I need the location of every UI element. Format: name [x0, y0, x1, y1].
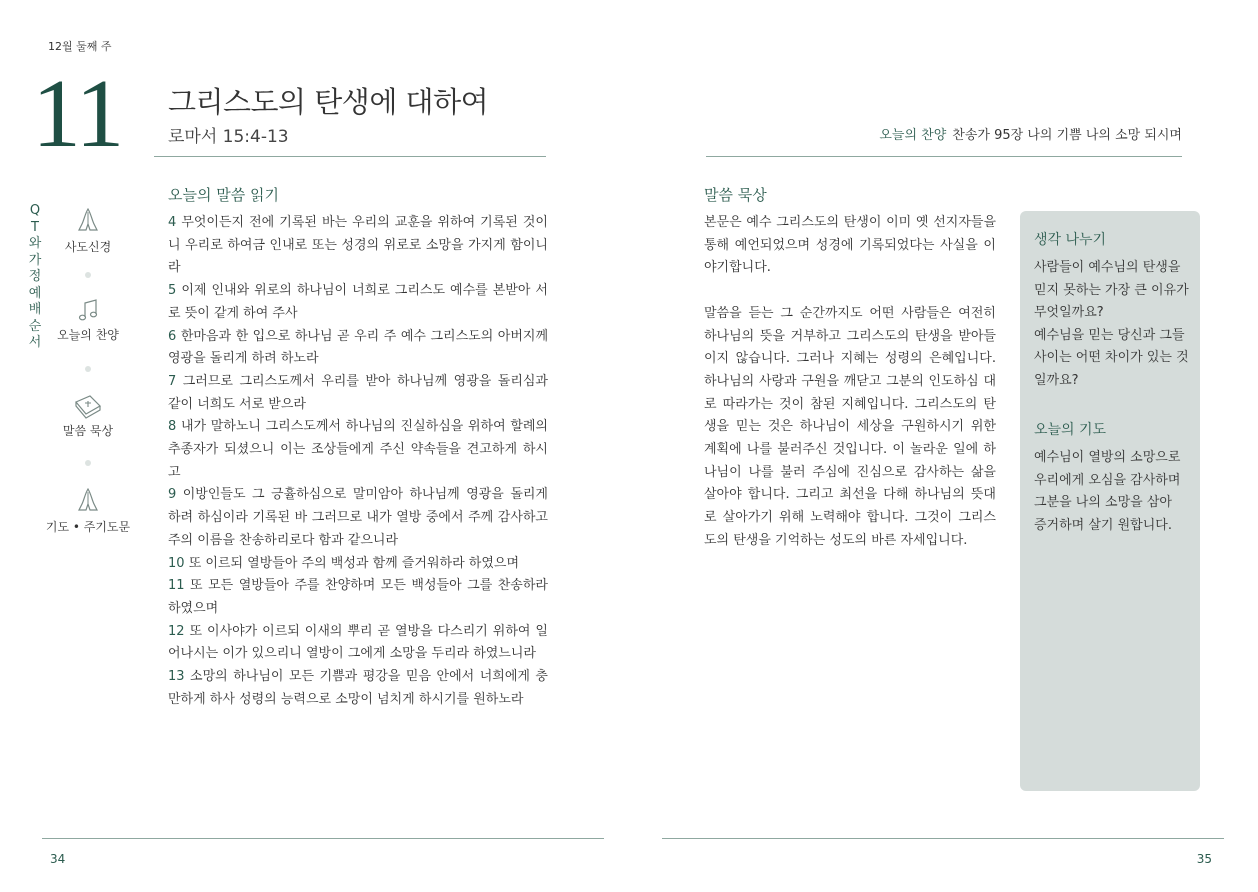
- sidebar-item-label: 오늘의 찬양: [57, 328, 119, 342]
- verse-text: 한마음과 한 입으로 하나님 곧 우리 주 예수 그리스도의 아버지께 영광을 돌리게 하려 하노라: [168, 328, 548, 367]
- praying-hands-icon: [73, 486, 103, 516]
- sidebar-item-apostles-creed: [33, 206, 143, 255]
- prayer-heading: 오늘의 기도: [1034, 422, 1107, 438]
- scripture-reading: [168, 212, 548, 711]
- sidebar-item-todays-hymn: [33, 298, 143, 343]
- meditation-text: [704, 212, 996, 575]
- sidebar-item-label: 사도신경: [64, 240, 112, 254]
- footer-divider-left: [42, 838, 604, 839]
- verse-text: 이제 인내와 위로의 하나님이 너희로 그리스도 예수를 본받아 서로 뜻이 같게 하여 주사: [168, 283, 548, 321]
- verse-number: 8: [168, 419, 177, 435]
- verse: [168, 371, 548, 416]
- verse: [168, 416, 548, 484]
- prayer-text: [1034, 447, 1190, 537]
- verse-number: 7: [168, 373, 177, 389]
- verse-text: 소망의 하나님이 모든 기쁨과 평강을 믿음 안에서 너희에게 충만하게 하사 성령의 능력으로 소망이 넘치게 하시기를 원하노라: [168, 669, 548, 707]
- sidebar-item-prayer: [33, 486, 143, 535]
- sidebar-item-meditation: [33, 392, 143, 439]
- sidebar-dot: [85, 460, 91, 466]
- prayer-line: 우리에게 오심을 감사하며: [1034, 472, 1181, 488]
- sidebar-dot: [85, 366, 91, 372]
- share-line: 사이는 어떤 차이가 있는 것: [1034, 350, 1189, 365]
- week-label: 12월 둘째 주: [48, 40, 112, 53]
- share-line: 일까요?: [1034, 372, 1079, 388]
- page-number-right: 35: [1196, 852, 1212, 866]
- verse: [168, 666, 548, 711]
- verse-text: 이방인들도 그 긍휼하심으로 말미암아 하나님께 영광을 돌리게 하려 하심이라 기록된 바 그러므로 내가 열방 중에서 주께 감사하고 주의 이름을 찬송하리로다 함과 같으니라: [168, 487, 548, 548]
- verse: [168, 212, 548, 280]
- share-line: 무엇일까요?: [1034, 305, 1104, 320]
- share-heading: 생각 나누기: [1034, 232, 1107, 248]
- sidebar-item-label: 말씀 묵상: [62, 424, 114, 438]
- bible-icon: [72, 392, 104, 420]
- reading-heading: 오늘의 말씀 읽기: [168, 186, 279, 204]
- verse-text: 또 이사야가 이르되 이새의 뿌리 곧 열방을 다스리기 위하여 일어나시는 이가 있으리니 열방이 그에게 소망을 두리라 하였느니라: [168, 623, 548, 662]
- title-divider: [154, 156, 546, 157]
- verse: [168, 621, 548, 666]
- sidebar-item-label: 기도 • 주기도문: [45, 520, 131, 534]
- scripture-reference: 로마서 15:4-13: [168, 127, 289, 147]
- verse-number: 10: [168, 555, 185, 571]
- verse-number: 11: [168, 578, 185, 594]
- page-number-left: 34: [50, 852, 66, 866]
- prayer-line: 예수님이 열방의 소망으로: [1034, 450, 1181, 465]
- verse-text: 그러므로 그리스도께서 우리를 받아 하나님께 영광을 돌리심과 같이 너희도 서로 받으라: [168, 373, 548, 412]
- meditation-heading: 말씀 묵상: [704, 186, 767, 204]
- meditation-paragraph: 말씀을 듣는 그 순간까지도 어떤 사람들은 여전히 하나님의 뜻을 거부하고 그리스도의 탄생을 받아들이지 않습니다. 그러나 지혜는 성령의 은혜입니다. 하나님의 사랑과 구원을 깨닫고 그분의 인도하심 대로 따라가는 것이 참된 지혜입니다. 그리스도의 탄생을 믿는 것은 하나님이 세상을 구원하시기 위한 계획에 나를 불러주신 것입니다. 이 놀라운 일에 하나님이 나를 불러 주심에 진심으로 감사하는 삶을 살아야 합니다. 그리고 최선을 다해 하나님의 뜻대로 살아가기 위해 노력해야 합니다. 그것이 그리스도의 탄생을 기억하는 성도의 바른 자세입니다.: [704, 305, 996, 548]
- sidebar-vertical-label: QT와 가정예배 순서: [28, 203, 42, 350]
- hymn-text: 찬송가 95장 나의 기쁨 나의 소망 되시며: [952, 128, 1182, 143]
- hymn-label: 오늘의 찬양: [879, 128, 947, 143]
- verse-number: 6: [168, 328, 177, 344]
- page-title: 그리스도의 탄생에 대하여: [168, 85, 489, 119]
- prayer-line: 그분을 나의 소망을 삼아: [1034, 495, 1172, 510]
- verse-text: 또 이르되 열방들아 주의 백성과 함께 즐거워하라 하였으며: [188, 555, 520, 571]
- verse: [168, 484, 548, 552]
- right-header-divider: [706, 156, 1182, 157]
- verse-number: 5: [168, 283, 177, 299]
- share-questions: [1034, 257, 1190, 392]
- verse-number: 13: [168, 669, 185, 685]
- sidebar-dot: [85, 272, 91, 278]
- verse-text: 또 모든 열방들아 주를 찬양하며 모든 백성들아 그를 찬송하라 하였으며: [168, 578, 548, 616]
- verse-number: 12: [168, 623, 185, 639]
- verse: [168, 326, 548, 371]
- verse: [168, 553, 548, 576]
- praying-hands-icon: [73, 206, 103, 236]
- verse: [168, 575, 548, 620]
- share-line: 믿지 못하는 가장 큰 이유가: [1034, 282, 1189, 298]
- music-note-icon: [76, 298, 100, 324]
- share-line: 사람들이 예수님의 탄생을: [1034, 260, 1181, 275]
- todays-hymn: [700, 124, 1182, 143]
- prayer-line: 증거하며 살기 원합니다.: [1034, 517, 1172, 533]
- share-line: 예수님을 믿는 당신과 그들: [1034, 327, 1185, 343]
- meditation-paragraph: 본문은 예수 그리스도의 탄생이 이미 옛 선지자들을 통해 예언되었으며 성경에 기록되었다는 사실을 이야기합니다.: [704, 215, 996, 276]
- verse-text: 무엇이든지 전에 기록된 바는 우리의 교훈을 위하여 기록된 것이니 우리로 하여금 인내로 또는 성경의 위로로 소망을 가지게 함이니라: [168, 215, 548, 276]
- verse-text: 내가 말하노니 그리스도께서 하나님의 진실하심을 위하여 할례의 추종자가 되셨으니 이는 조상들에게 주신 약속들을 견고하게 하시고: [168, 419, 548, 480]
- day-number: 11: [32, 60, 123, 168]
- verse: [168, 280, 548, 325]
- footer-divider-right: [662, 838, 1224, 839]
- verse-number: 4: [168, 215, 177, 230]
- verse-number: 9: [168, 487, 177, 503]
